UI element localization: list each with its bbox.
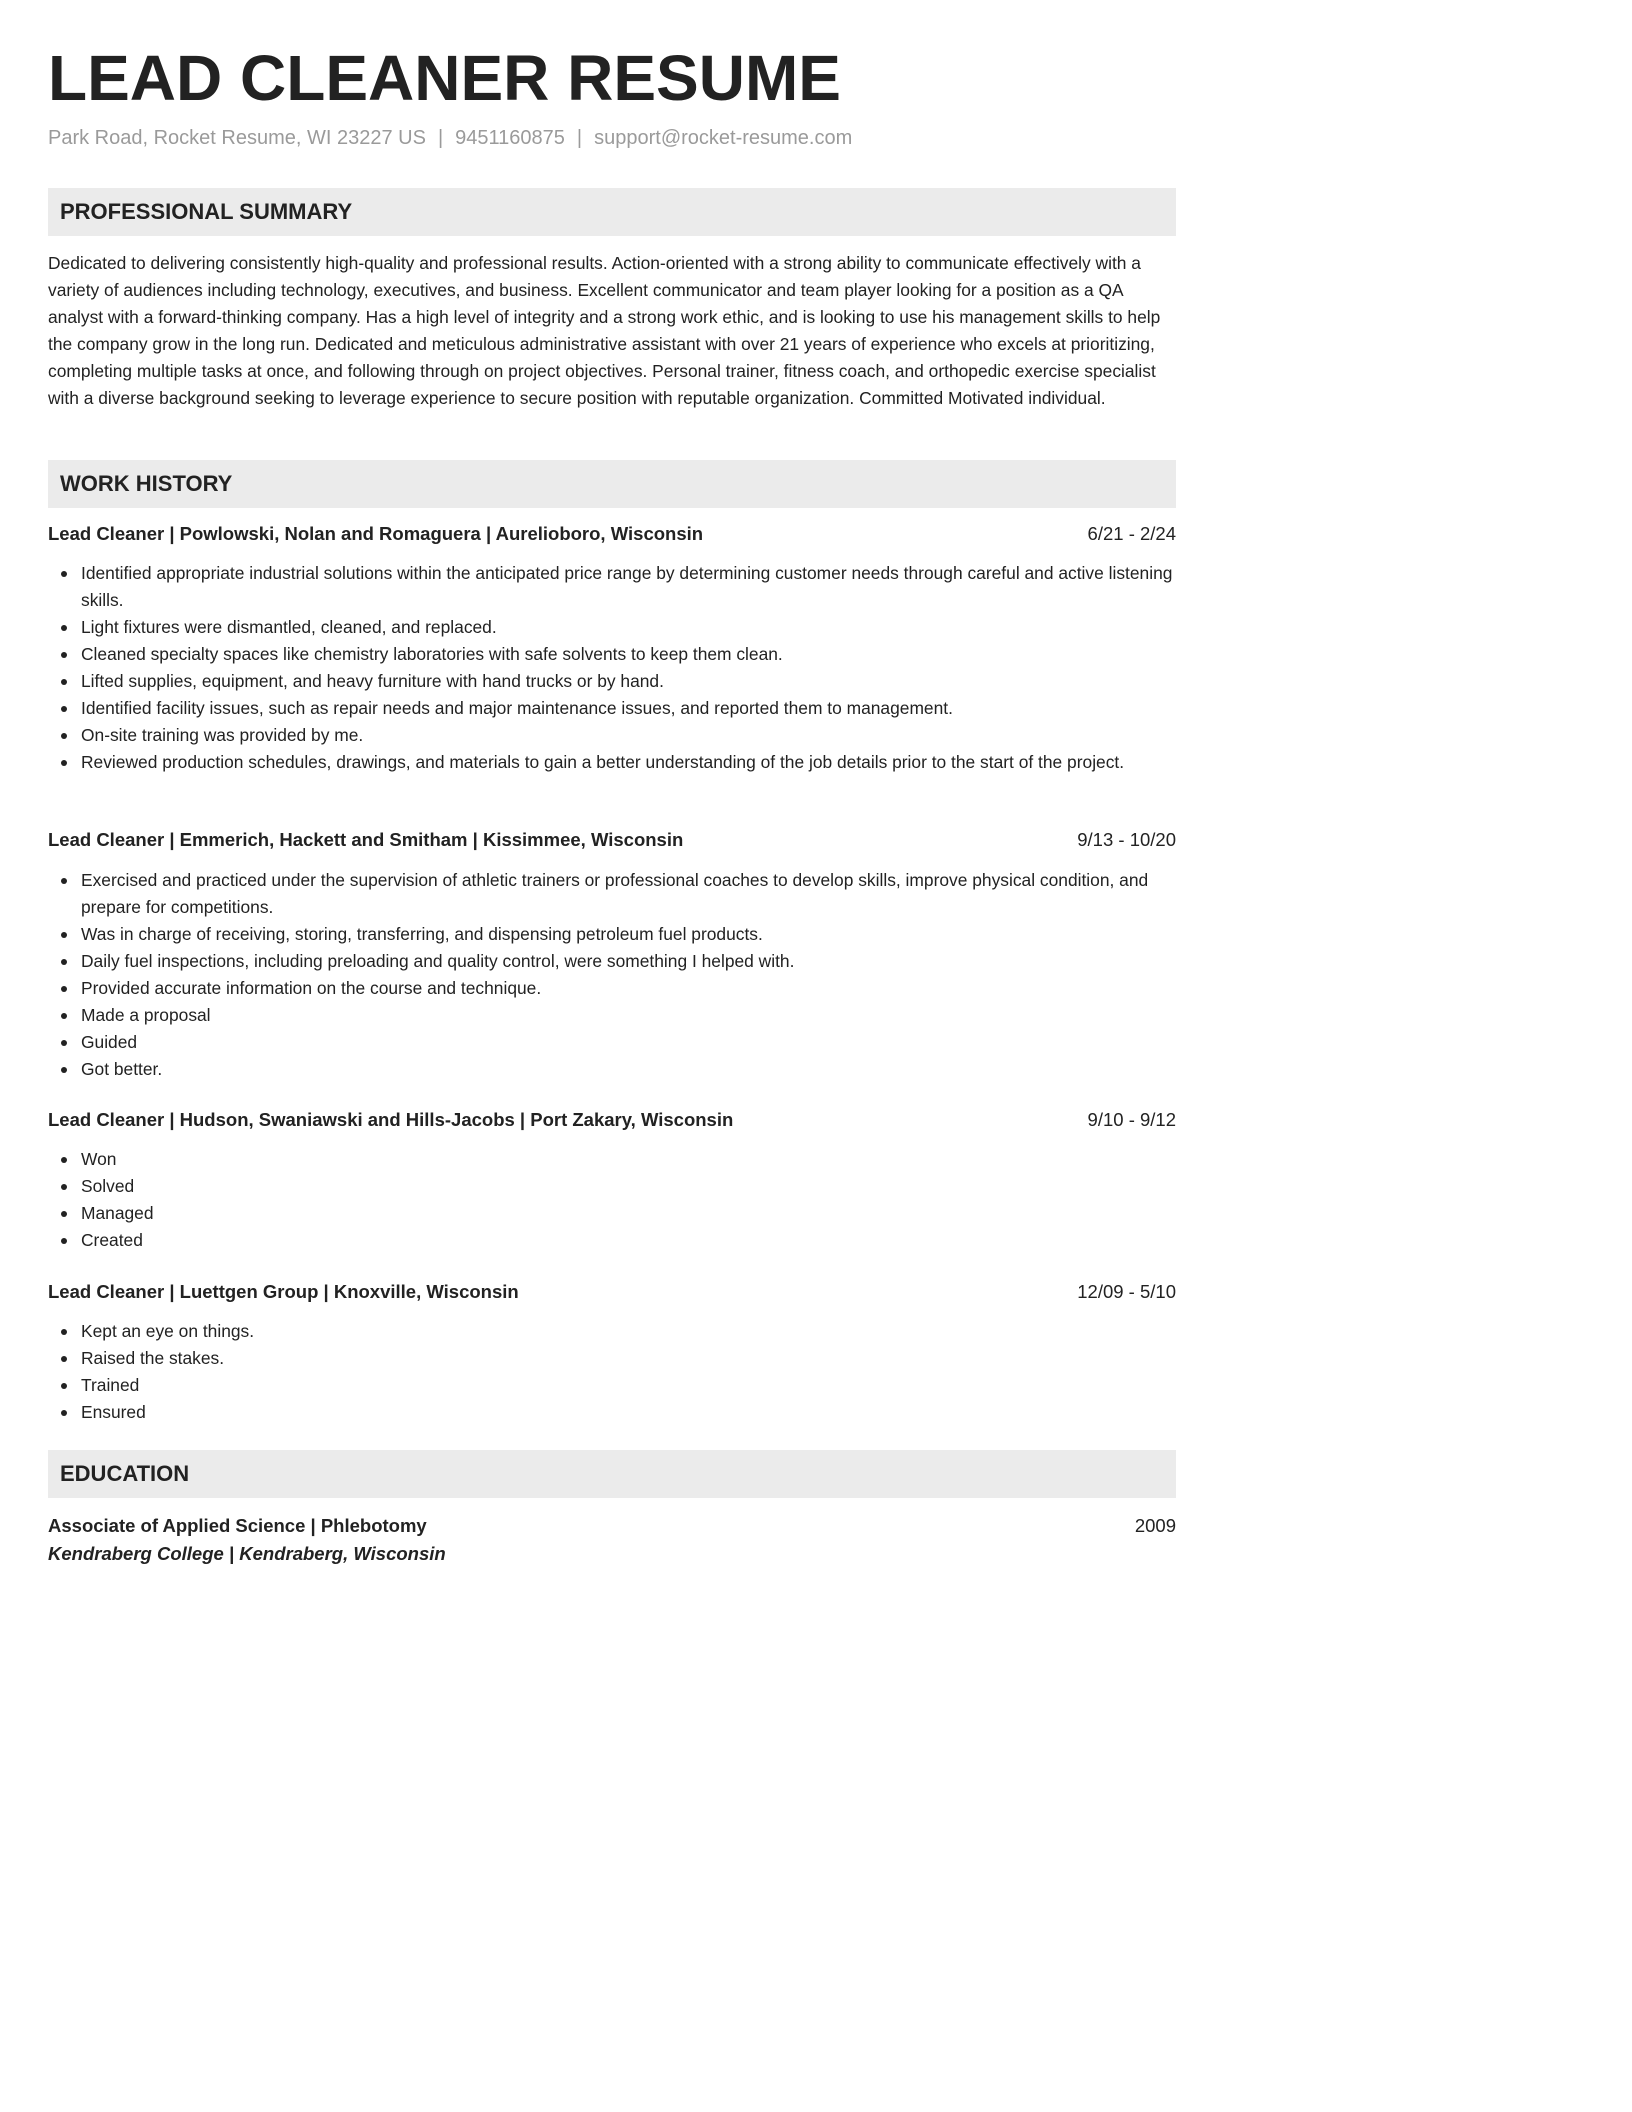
job-title: Lead Cleaner | Luettgen Group | Knoxville, Wisconsin — [48, 1281, 519, 1302]
education-year: 2009 — [1134, 1515, 1176, 1536]
list-item: Trained — [81, 1372, 1176, 1399]
job-bullet-list — [48, 1318, 1176, 1426]
section-header-work-history — [48, 460, 1176, 508]
contact-phone: 9451160875 — [455, 127, 565, 149]
list-item: Ensured — [81, 1399, 1176, 1426]
summary-text: Dedicated to delivering consistently high-quality and professional results. Action-oriented with a strong ability to communicate effectively with a variety of audiences including technology, executives, and business. Excellent communicator and team player looking for a position as a QA analyst with a forward-thinking company. Has a high level of integrity and a strong work ethic, and is looking to use his management skills to help the company grow in the long run. Dedicated and meticulous administrative assistant with over 21 years of experience who excels at prioritizing, completing multiple tasks at once, and following through on project objectives. Personal trainer, fitness coach, and orthopedic exercise specialist with a diverse background seeking to leverage experience to secure position with reputable organization. Committed Motivated individual. — [48, 253, 1161, 408]
list-item: Guided — [81, 1029, 1176, 1056]
list-item: Managed — [81, 1200, 1176, 1227]
list-item: Exercised and practiced under the supervision of athletic trainers or professional coaches to develop skills, improve physical condition, and prepare for competitions. — [81, 867, 1176, 921]
section-header-education — [48, 1450, 1176, 1498]
resume-title: LEAD CLEANER RESUME — [48, 42, 841, 114]
job-dates: 9/13 - 10/20 — [1077, 829, 1176, 850]
section-title: WORK HISTORY — [60, 471, 233, 496]
contact-separator: | — [576, 127, 583, 149]
job-dates: 9/10 - 9/12 — [1087, 1109, 1176, 1130]
section-title: EDUCATION — [60, 1461, 190, 1486]
list-item: Daily fuel inspections, including preloading and quality control, were something I helped with. — [81, 948, 1176, 975]
list-item: Won — [81, 1146, 1176, 1173]
job-header — [48, 1278, 1176, 1306]
job-title: Lead Cleaner | Powlowski, Nolan and Romaguera | Aurelioboro, Wisconsin — [48, 523, 704, 544]
contact-separator: | — [437, 127, 444, 149]
contact-line — [48, 124, 852, 152]
list-item: Raised the stakes. — [81, 1345, 1176, 1372]
job-dates: 12/09 - 5/10 — [1077, 1281, 1176, 1302]
list-item: Kept an eye on things. — [81, 1318, 1176, 1345]
list-item: Light fixtures were dismantled, cleaned, and replaced. — [81, 614, 1176, 641]
education-school: Kendraberg College | Kendraberg, Wisconsin — [48, 1543, 446, 1564]
list-item: Got better. — [81, 1056, 1176, 1083]
section-header-summary — [48, 188, 1176, 236]
job-header — [48, 1106, 1176, 1134]
job-bullet-list — [48, 867, 1176, 1083]
list-item: Identified appropriate industrial solutions within the anticipated price range by determining customer needs through careful and active listening skills. — [81, 560, 1176, 614]
list-item: On-site training was provided by me. — [81, 722, 1176, 749]
section-title: PROFESSIONAL SUMMARY — [60, 199, 353, 224]
list-item: Provided accurate information on the course and technique. — [81, 975, 1176, 1002]
list-item: Was in charge of receiving, storing, transferring, and dispensing petroleum fuel products. — [81, 921, 1176, 948]
contact-address: Park Road, Rocket Resume, WI 23227 US — [48, 127, 426, 149]
job-header — [48, 826, 1176, 854]
job-bullet-list — [48, 1146, 1176, 1254]
list-item: Identified facility issues, such as repair needs and major maintenance issues, and reported them to management. — [81, 695, 1176, 722]
education-degree: Associate of Applied Science | Phlebotomy — [48, 1515, 427, 1536]
contact-email: support@rocket-resume.com — [594, 127, 853, 149]
job-header — [48, 520, 1176, 548]
list-item: Solved — [81, 1173, 1176, 1200]
list-item: Reviewed production schedules, drawings, and materials to gain a better understanding of the job details prior to the start of the project. — [81, 749, 1176, 776]
list-item: Lifted supplies, equipment, and heavy furniture with hand trucks or by hand. — [81, 668, 1176, 695]
list-item: Created — [81, 1227, 1176, 1254]
list-item: Cleaned specialty spaces like chemistry laboratories with safe solvents to keep them clean. — [81, 641, 1176, 668]
job-bullet-list — [48, 560, 1176, 776]
job-dates: 6/21 - 2/24 — [1087, 523, 1176, 544]
job-title: Lead Cleaner | Emmerich, Hackett and Smitham | Kissimmee, Wisconsin — [48, 829, 684, 850]
job-title: Lead Cleaner | Hudson, Swaniawski and Hills-Jacobs | Port Zakary, Wisconsin — [48, 1109, 734, 1130]
list-item: Made a proposal — [81, 1002, 1176, 1029]
